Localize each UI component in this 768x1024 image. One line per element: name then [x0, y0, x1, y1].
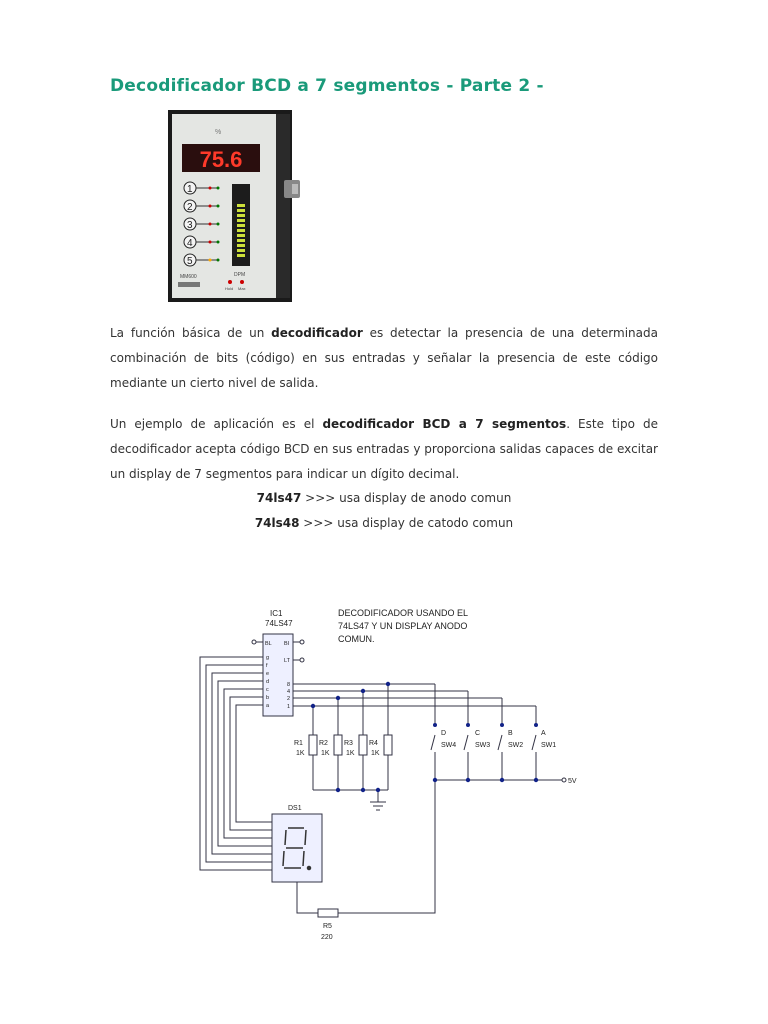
supply-label: 5V [568, 778, 577, 785]
svg-text:5: 5 [187, 256, 193, 267]
r2-ref: R2 [319, 740, 328, 747]
schematic-caption-line-2: 74LS47 Y UN DISPLAY ANODO [338, 621, 468, 631]
r1-ref: R1 [294, 740, 303, 747]
r4-ref: R4 [369, 740, 378, 747]
svg-text:1K: 1K [346, 750, 355, 757]
ic1-ref: IC1 [270, 609, 283, 618]
svg-text:2: 2 [187, 202, 193, 213]
svg-text:BL: BL [265, 641, 272, 647]
sw4-ref: SW4 [441, 742, 457, 749]
r3-ref: R3 [344, 740, 353, 747]
svg-text:4: 4 [287, 689, 291, 695]
sw3-ref: SW3 [475, 742, 491, 749]
svg-text:e: e [266, 671, 270, 677]
svg-text:1K: 1K [321, 750, 330, 757]
panel-meter-photo [160, 106, 350, 306]
svg-text:1K: 1K [371, 750, 380, 757]
chip-line-74ls47: 74ls47 >>> usa display de anodo comun [256, 491, 512, 505]
chip-line-74ls48: 74ls48 >>> usa display de catodo comun [254, 516, 514, 530]
sw1-ref: SW1 [541, 742, 557, 749]
decoder-schematic [190, 600, 610, 950]
ic1-part: 74LS47 [265, 619, 293, 628]
svg-text:1: 1 [287, 704, 291, 710]
model-label: MM600 [180, 274, 197, 280]
svg-text:D: D [441, 730, 447, 737]
svg-text:LT: LT [284, 658, 291, 664]
dpm-label: DPM [234, 272, 246, 278]
svg-text:d: d [266, 679, 270, 685]
page-title: Decodificador BCD a 7 segmentos - Parte 2 - [110, 76, 544, 96]
svg-text:g: g [266, 655, 270, 661]
schematic-caption-line-1: DECODIFICADOR USANDO EL [338, 608, 469, 618]
svg-text:a: a [266, 703, 270, 709]
svg-text:BI: BI [284, 641, 290, 647]
sw2-ref: SW2 [508, 742, 524, 749]
r5-val: 220 [321, 934, 333, 941]
ds1-ref: DS1 [288, 805, 302, 812]
svg-text:8: 8 [287, 682, 291, 688]
svg-text:c: c [266, 687, 269, 693]
meter-readout: 75.6 [199, 147, 243, 172]
paragraph-decoder-function: La función básica de un decodificador es detectar la presencia de una determinada combinación de bits (código) en sus entradas y señalar la presencia de este código mediante un cierto nivel de salida. [110, 326, 658, 390]
svg-text:b: b [266, 695, 270, 701]
svg-text:A: A [541, 730, 546, 737]
schematic-caption-line-3: COMUN. [338, 634, 375, 644]
r5-ref: R5 [323, 923, 332, 930]
paragraph-bcd-example: Un ejemplo de aplicación es el decodificador BCD a 7 segmentos. Este tipo de decodificador acepta código BCD en sus entradas y proporciona salidas capaces de excitar un display de 7 segmentos para indicar un dígito decimal. [110, 417, 658, 481]
svg-text:Max: Max [238, 286, 246, 291]
svg-text:B: B [508, 730, 513, 737]
svg-text:2: 2 [287, 696, 291, 702]
svg-text:C: C [475, 730, 481, 737]
svg-text:f: f [266, 663, 268, 669]
top-mark: % [215, 129, 222, 136]
svg-text:4: 4 [187, 238, 193, 249]
svg-text:1: 1 [187, 184, 193, 195]
svg-text:1K: 1K [296, 750, 305, 757]
svg-text:Hold: Hold [225, 286, 234, 291]
svg-text:3: 3 [187, 220, 193, 231]
